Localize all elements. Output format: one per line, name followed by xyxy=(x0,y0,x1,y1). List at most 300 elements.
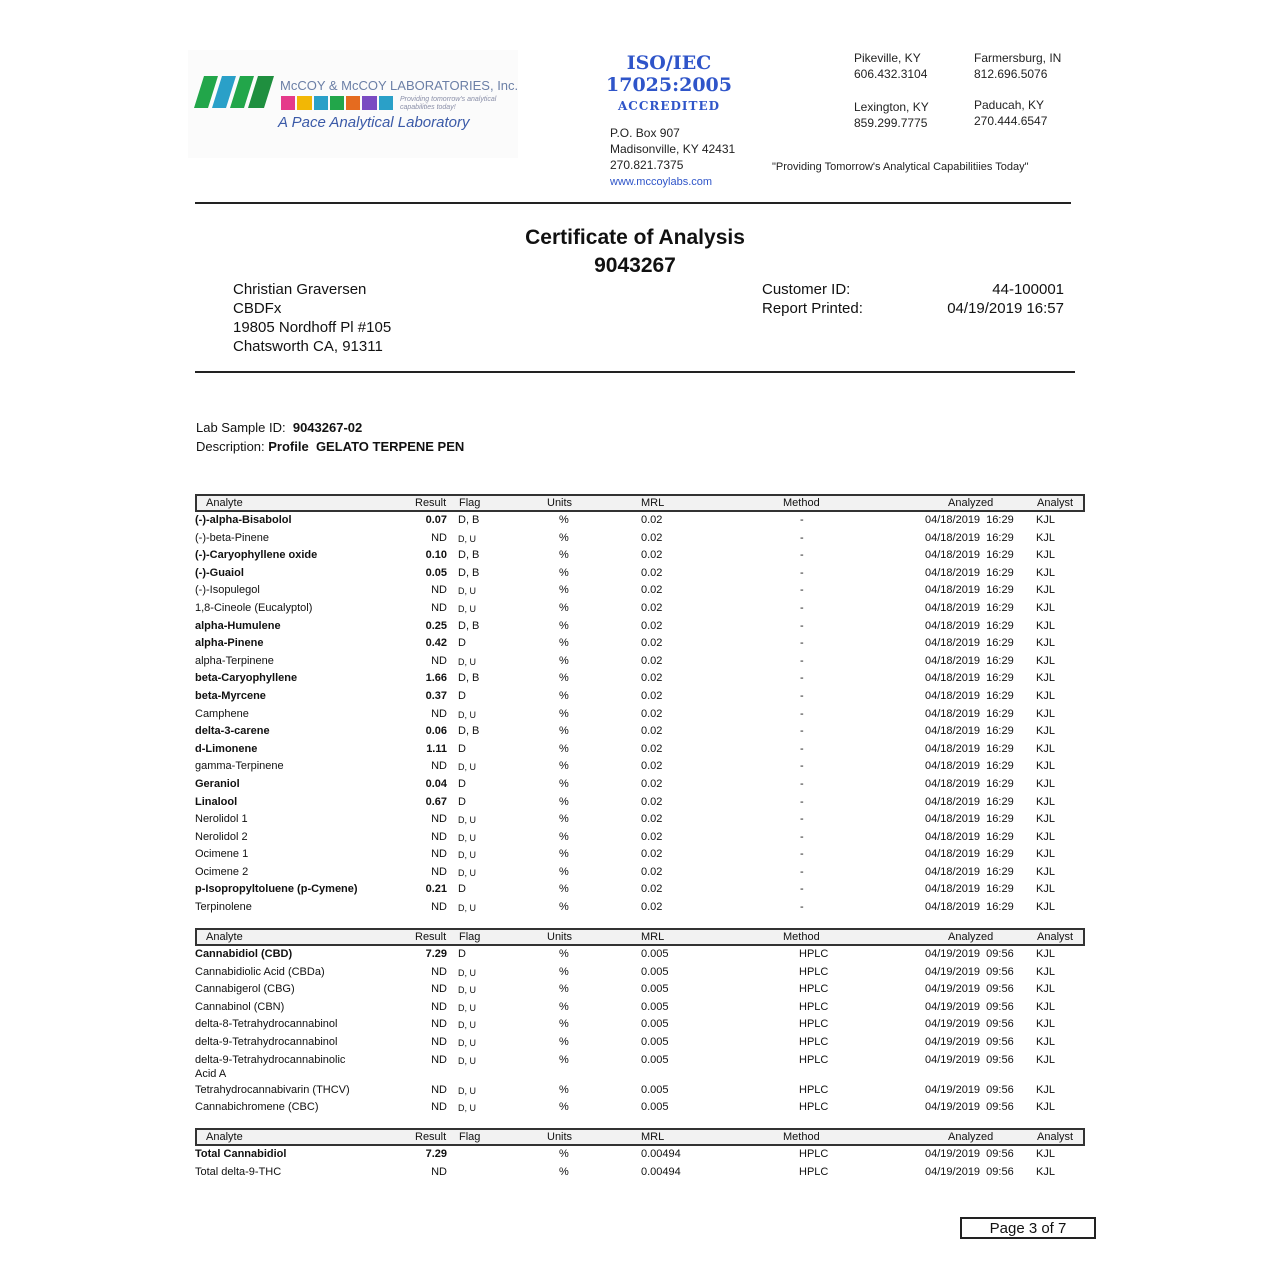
customer-meta-labels xyxy=(762,280,863,318)
analyzed-cell: 04/18/2019 16:29 xyxy=(925,725,1014,738)
units-cell: % xyxy=(559,742,569,755)
result-cell: 1.11 xyxy=(426,742,447,755)
column-header-result: Result xyxy=(415,1131,447,1143)
flag-cell: D, B xyxy=(458,549,480,562)
result-cell: ND xyxy=(431,601,447,614)
document-title-block xyxy=(0,224,1270,280)
flag-cell: D, U xyxy=(458,656,476,667)
mrl-cell: 0.02 xyxy=(641,707,663,720)
table-row xyxy=(195,565,1085,583)
analyte-cell: beta-Myrcene xyxy=(195,689,266,702)
iso-line-1: ISO/IEC xyxy=(626,52,712,74)
flag-cell: D, U xyxy=(458,967,476,978)
lab-name: McCOY & McCOY LABORATORIES, Inc. xyxy=(280,78,519,93)
table-row xyxy=(195,1082,1085,1100)
table-row xyxy=(195,635,1085,653)
flag-cell: D, U xyxy=(458,1103,476,1114)
analyte-cell: Camphene xyxy=(195,707,249,720)
analyte-cell: p-Isopropyltoluene (p-Cymene) xyxy=(195,883,358,896)
location-phone: 270.444.6547 xyxy=(974,114,1048,128)
mrl-cell: 0.005 xyxy=(641,948,669,960)
analyzed-cell: 04/19/2019 09:56 xyxy=(925,1000,1014,1013)
analyst-cell: KJL xyxy=(1036,777,1055,790)
report-number: 9043267 xyxy=(594,254,676,277)
table-row xyxy=(195,512,1085,530)
analyte-cell: delta-3-carene xyxy=(195,725,270,738)
flag-cell: D, U xyxy=(458,1020,476,1031)
analyte-cell: Total Cannabidiol xyxy=(195,1148,287,1160)
analyzed-cell: 04/18/2019 16:29 xyxy=(925,795,1014,808)
flag-cell: D, B xyxy=(458,514,480,526)
flag-cell: D, U xyxy=(458,603,476,614)
location-phone: 859.299.7775 xyxy=(854,116,928,130)
result-cell: ND xyxy=(431,760,447,773)
result-cell: ND xyxy=(431,1035,447,1048)
header-divider xyxy=(195,202,1071,204)
result-cell: 7.29 xyxy=(425,948,447,960)
table-row xyxy=(195,794,1085,812)
analyst-cell: KJL xyxy=(1036,549,1055,562)
result-cell: ND xyxy=(431,848,447,861)
customer-id-value: 44-100001 xyxy=(992,281,1064,298)
mrl-cell: 0.02 xyxy=(641,514,663,526)
analyte-cell: Nerolidol 1 xyxy=(195,813,248,826)
result-cell: ND xyxy=(431,1165,447,1178)
analyte-cell: Cannabigerol (CBG) xyxy=(195,983,295,996)
column-header-flag: Flag xyxy=(459,1131,481,1143)
customer-address xyxy=(233,280,391,356)
result-cell: 0.05 xyxy=(425,566,447,579)
analyst-cell: KJL xyxy=(1036,813,1055,826)
method-cell: - xyxy=(800,795,804,808)
lab-phone: 270.821.7375 xyxy=(610,158,684,172)
method-cell: - xyxy=(800,725,804,738)
analyst-cell: KJL xyxy=(1036,830,1055,843)
analyzed-cell: 04/18/2019 16:29 xyxy=(925,672,1014,685)
analyst-cell: KJL xyxy=(1036,1101,1055,1114)
analyst-cell: KJL xyxy=(1036,965,1055,978)
result-cell: ND xyxy=(431,965,447,978)
units-cell: % xyxy=(559,1053,569,1066)
analyzed-cell: 04/18/2019 16:29 xyxy=(925,566,1014,579)
method-cell: - xyxy=(800,813,804,826)
lab-logo-mark-icon xyxy=(194,74,278,110)
mrl-cell: 0.02 xyxy=(641,813,663,826)
result-cell: ND xyxy=(431,531,447,544)
mrl-cell: 0.00494 xyxy=(641,1165,681,1178)
lab-main-address xyxy=(610,125,735,190)
method-cell: HPLC xyxy=(799,1035,829,1048)
result-cell: 0.06 xyxy=(425,725,447,738)
column-header-result: Result xyxy=(415,497,447,509)
method-cell: - xyxy=(800,584,804,597)
result-cell: ND xyxy=(431,1000,447,1013)
analyte-cell: alpha-Humulene xyxy=(195,619,281,632)
analyzed-cell: 04/19/2019 09:56 xyxy=(925,948,1014,960)
table-row xyxy=(195,653,1085,671)
mrl-cell: 0.02 xyxy=(641,584,663,597)
results-table xyxy=(195,928,1085,1117)
units-cell: % xyxy=(559,865,569,878)
analyzed-cell: 04/19/2019 09:56 xyxy=(925,1035,1014,1048)
units-cell: % xyxy=(559,948,569,960)
analyzed-cell: 04/18/2019 16:29 xyxy=(925,707,1014,720)
analyte-cell: delta-9-Tetrahydrocannabinolic xyxy=(195,1053,346,1066)
sample-info xyxy=(196,418,464,456)
flag-cell: D, U xyxy=(458,850,476,861)
analyst-cell: KJL xyxy=(1036,883,1055,896)
units-cell: % xyxy=(559,1083,569,1096)
method-cell: - xyxy=(800,566,804,579)
method-cell: HPLC xyxy=(799,1053,829,1066)
flag-cell: D, U xyxy=(458,1037,476,1048)
method-cell: HPLC xyxy=(799,948,829,960)
mrl-cell: 0.02 xyxy=(641,654,663,667)
units-cell: % xyxy=(559,549,569,562)
lab-city: Madisonville, KY 42431 xyxy=(610,142,736,156)
table-row xyxy=(195,530,1085,548)
mrl-cell: 0.005 xyxy=(641,1000,669,1013)
column-header-units: Units xyxy=(547,497,573,509)
analyte-cell: (-)-beta-Pinene xyxy=(195,531,269,544)
analyte-cell-continued: Acid A xyxy=(195,1067,227,1080)
column-header-analyte: Analyte xyxy=(206,931,243,943)
iso-accreditation-badge xyxy=(606,52,732,116)
sample-id-label: Lab Sample ID: xyxy=(196,420,286,435)
units-cell: % xyxy=(559,725,569,738)
column-header-result: Result xyxy=(415,931,447,943)
analyzed-cell: 04/18/2019 16:29 xyxy=(925,813,1014,826)
analyst-cell: KJL xyxy=(1036,566,1055,579)
result-cell: ND xyxy=(431,707,447,720)
column-header-analyzed: Analyzed xyxy=(948,497,994,509)
flag-cell: D, U xyxy=(458,1085,476,1096)
table-row xyxy=(195,618,1085,636)
result-cell: ND xyxy=(431,865,447,878)
analyte-cell: (-)-alpha-Bisabolol xyxy=(195,514,292,526)
units-cell: % xyxy=(559,813,569,826)
mrl-cell: 0.005 xyxy=(641,1018,669,1031)
sample-description-label: Description: xyxy=(196,439,265,454)
results-table xyxy=(195,1128,1085,1181)
units-cell: % xyxy=(559,637,569,650)
method-cell: - xyxy=(800,689,804,702)
analyzed-cell: 04/19/2019 09:56 xyxy=(925,965,1014,978)
units-cell: % xyxy=(559,965,569,978)
flag-cell: D, U xyxy=(458,985,476,996)
analyte-cell: delta-8-Tetrahydrocannabinol xyxy=(195,1018,338,1031)
analyst-cell: KJL xyxy=(1036,637,1055,650)
result-cell: ND xyxy=(431,1101,447,1114)
method-cell: - xyxy=(800,883,804,896)
analyzed-cell: 04/18/2019 16:29 xyxy=(925,531,1014,544)
column-header-mrl: MRL xyxy=(641,1131,665,1143)
page-title: Certificate of Analysis xyxy=(525,226,745,249)
customer-street: 19805 Nordhoff Pl #105 xyxy=(233,319,392,336)
analyzed-cell: 04/19/2019 09:56 xyxy=(925,1053,1014,1066)
analyzed-cell: 04/19/2019 09:56 xyxy=(925,983,1014,996)
result-cell: 0.25 xyxy=(425,619,447,632)
table-row xyxy=(195,1034,1085,1052)
customer-company: CBDFx xyxy=(233,300,282,317)
analyte-cell: Linalool xyxy=(195,795,238,808)
table-row xyxy=(195,741,1085,759)
table-row xyxy=(195,688,1085,706)
table-row xyxy=(195,811,1085,829)
analyst-cell: KJL xyxy=(1036,1000,1055,1013)
table-row xyxy=(195,899,1085,917)
analyst-cell: KJL xyxy=(1036,689,1055,702)
method-cell: HPLC xyxy=(799,1083,829,1096)
analyzed-cell: 04/18/2019 16:29 xyxy=(925,514,1014,526)
method-cell: HPLC xyxy=(799,965,829,978)
lab-slogan: "Providing Tomorrow's Analytical Capabilitiies Today" xyxy=(772,161,1029,173)
units-cell: % xyxy=(559,1101,569,1114)
analyst-cell: KJL xyxy=(1036,725,1055,738)
analyzed-cell: 04/19/2019 09:56 xyxy=(925,1083,1014,1096)
analyzed-cell: 04/18/2019 16:29 xyxy=(925,883,1014,896)
mrl-cell: 0.02 xyxy=(641,601,663,614)
method-cell: - xyxy=(800,531,804,544)
lab-website-link[interactable]: www.mccoylabs.com xyxy=(610,176,713,188)
analyte-cell: (-)-Guaiol xyxy=(195,566,244,579)
units-cell: % xyxy=(559,619,569,632)
analyte-cell: Geraniol xyxy=(195,777,240,790)
flag-cell: D xyxy=(458,883,466,896)
table-row xyxy=(195,1099,1085,1117)
units-cell: % xyxy=(559,830,569,843)
method-cell: - xyxy=(800,601,804,614)
flag-cell: D xyxy=(458,777,466,790)
mrl-cell: 0.02 xyxy=(641,672,663,685)
sample-id-value: 9043267-02 xyxy=(292,420,363,435)
lab-tagline-small: Providing tomorrow's analytical capabilities today! xyxy=(400,96,497,111)
result-cell: ND xyxy=(431,654,447,667)
column-header-analyte: Analyte xyxy=(206,497,243,509)
method-cell: HPLC xyxy=(799,983,829,996)
analyzed-cell: 04/18/2019 16:29 xyxy=(925,760,1014,773)
units-cell: % xyxy=(559,601,569,614)
mrl-cell: 0.02 xyxy=(641,777,663,790)
analyst-cell: KJL xyxy=(1036,795,1055,808)
result-cell: 0.42 xyxy=(425,637,447,650)
units-cell: % xyxy=(559,654,569,667)
analyte-cell: Cannabidiolic Acid (CBDa) xyxy=(195,965,325,978)
analyst-cell: KJL xyxy=(1036,760,1055,773)
analyte-cell: 1,8-Cineole (Eucalyptol) xyxy=(195,601,313,614)
analyst-cell: KJL xyxy=(1036,654,1055,667)
column-header-analyte: Analyte xyxy=(206,1131,243,1143)
analyzed-cell: 04/18/2019 16:29 xyxy=(925,549,1014,562)
column-header-flag: Flag xyxy=(459,497,481,509)
flag-cell: D xyxy=(458,637,466,650)
analyte-cell: Cannabinol (CBN) xyxy=(195,1000,285,1013)
mrl-cell: 0.005 xyxy=(641,1101,669,1114)
table-row xyxy=(195,547,1085,565)
units-cell: % xyxy=(559,760,569,773)
flag-cell: D, U xyxy=(458,832,476,843)
analyst-cell: KJL xyxy=(1036,983,1055,996)
mrl-cell: 0.02 xyxy=(641,830,663,843)
method-cell: HPLC xyxy=(799,1101,829,1114)
sample-description-value: Profile GELATO TERPENE PEN xyxy=(268,439,465,454)
flag-cell: D, U xyxy=(458,1055,476,1066)
units-cell: % xyxy=(559,1000,569,1013)
table-row xyxy=(195,981,1085,999)
table-row xyxy=(195,881,1085,899)
result-cell: ND xyxy=(431,584,447,597)
result-cell: 7.29 xyxy=(425,1148,447,1160)
analyte-cell: alpha-Terpinene xyxy=(195,654,274,667)
mrl-cell: 0.02 xyxy=(641,531,663,544)
iso-line-2: 17025:2005 xyxy=(606,74,732,96)
location-city: Paducah, KY xyxy=(974,98,1045,112)
analyte-cell: Terpinolene xyxy=(195,901,252,914)
analyst-cell: KJL xyxy=(1036,584,1055,597)
table-row xyxy=(195,964,1085,982)
analyst-cell: KJL xyxy=(1036,619,1055,632)
location-city: Pikeville, KY xyxy=(854,51,921,65)
lab-logo-color-strip xyxy=(281,96,393,110)
column-header-mrl: MRL xyxy=(641,931,665,943)
method-cell: HPLC xyxy=(799,1165,829,1178)
analyzed-cell: 04/19/2019 09:56 xyxy=(925,1165,1014,1178)
iso-line-3: ACCREDITED xyxy=(617,99,721,113)
units-cell: % xyxy=(559,566,569,579)
location-farmersburg xyxy=(974,50,1061,82)
analyte-cell: Ocimene 1 xyxy=(195,848,249,861)
flag-cell: D, U xyxy=(458,1002,476,1013)
method-cell: - xyxy=(800,654,804,667)
method-cell: HPLC xyxy=(799,1148,829,1160)
analyst-cell: KJL xyxy=(1036,848,1055,861)
analyzed-cell: 04/18/2019 16:29 xyxy=(925,637,1014,650)
method-cell: - xyxy=(800,777,804,790)
analyzed-cell: 04/18/2019 16:29 xyxy=(925,619,1014,632)
analyst-cell: KJL xyxy=(1036,948,1055,960)
table-row xyxy=(195,1164,1085,1182)
lab-po-box: P.O. Box 907 xyxy=(610,126,680,140)
analyzed-cell: 04/18/2019 16:29 xyxy=(925,601,1014,614)
page-number: Page 3 of 7 xyxy=(960,1217,1096,1239)
analyte-cell: Cannabidiol (CBD) xyxy=(195,948,293,960)
units-cell: % xyxy=(559,1018,569,1031)
method-cell: - xyxy=(800,865,804,878)
table-header xyxy=(195,928,1085,946)
analyzed-cell: 04/18/2019 16:29 xyxy=(925,865,1014,878)
analyzed-cell: 04/19/2019 09:56 xyxy=(925,1101,1014,1114)
analyst-cell: KJL xyxy=(1036,1053,1055,1066)
flag-cell: D, U xyxy=(458,586,476,597)
method-cell: - xyxy=(800,514,804,526)
analyte-cell: delta-9-Tetrahydrocannabinol xyxy=(195,1035,338,1048)
analyst-cell: KJL xyxy=(1036,707,1055,720)
column-header-units: Units xyxy=(547,931,573,943)
analyst-cell: KJL xyxy=(1036,514,1055,526)
analyst-cell: KJL xyxy=(1036,1018,1055,1031)
result-cell: ND xyxy=(431,901,447,914)
column-header-method: Method xyxy=(783,497,820,509)
analyte-cell: Nerolidol 2 xyxy=(195,830,248,843)
analyzed-cell: 04/18/2019 16:29 xyxy=(925,742,1014,755)
analyst-cell: KJL xyxy=(1036,1083,1055,1096)
mrl-cell: 0.005 xyxy=(641,1035,669,1048)
table-row xyxy=(195,706,1085,724)
table-row xyxy=(195,846,1085,864)
mrl-cell: 0.02 xyxy=(641,760,663,773)
flag-cell: D, B xyxy=(458,619,480,632)
location-phone: 812.696.5076 xyxy=(974,67,1048,81)
analyst-cell: KJL xyxy=(1036,601,1055,614)
analyte-cell: Tetrahydrocannabivarin (THCV) xyxy=(195,1083,350,1096)
lab-logo xyxy=(188,50,518,158)
method-cell: - xyxy=(800,549,804,562)
method-cell: - xyxy=(800,901,804,914)
result-cell: 0.67 xyxy=(425,795,447,808)
results-table xyxy=(195,494,1085,917)
method-cell: HPLC xyxy=(799,1018,829,1031)
units-cell: % xyxy=(559,1148,569,1160)
result-cell: ND xyxy=(431,1053,447,1066)
units-cell: % xyxy=(559,689,569,702)
analyst-cell: KJL xyxy=(1036,531,1055,544)
column-header-flag: Flag xyxy=(459,931,481,943)
mrl-cell: 0.02 xyxy=(641,725,663,738)
location-city: Lexington, KY xyxy=(854,100,929,114)
units-cell: % xyxy=(559,983,569,996)
mrl-cell: 0.02 xyxy=(641,742,663,755)
method-cell: - xyxy=(800,707,804,720)
analyst-cell: KJL xyxy=(1036,1148,1055,1160)
analyst-cell: KJL xyxy=(1036,742,1055,755)
analyzed-cell: 04/18/2019 16:29 xyxy=(925,654,1014,667)
analyte-cell: d-Limonene xyxy=(195,742,258,755)
analyzed-cell: 04/18/2019 16:29 xyxy=(925,584,1014,597)
method-cell: - xyxy=(800,760,804,773)
analyst-cell: KJL xyxy=(1036,1035,1055,1048)
table-row xyxy=(195,1016,1085,1034)
flag-cell: D, B xyxy=(458,672,480,685)
table-row xyxy=(195,946,1085,964)
units-cell: % xyxy=(559,848,569,861)
analyte-cell: (-)-Caryophyllene oxide xyxy=(195,549,318,562)
table-row xyxy=(195,864,1085,882)
mrl-cell: 0.02 xyxy=(641,689,663,702)
table-row xyxy=(195,999,1085,1017)
analyzed-cell: 04/18/2019 16:29 xyxy=(925,689,1014,702)
column-header-units: Units xyxy=(547,1131,573,1143)
location-pikeville xyxy=(854,50,927,82)
units-cell: % xyxy=(559,883,569,896)
location-paducah xyxy=(974,97,1047,129)
analyte-cell: gamma-Terpinene xyxy=(195,760,284,773)
table-row xyxy=(195,582,1085,600)
table-row xyxy=(195,670,1085,688)
method-cell: - xyxy=(800,848,804,861)
column-header-analyst: Analyst xyxy=(1037,931,1074,943)
result-cell: 0.21 xyxy=(425,883,447,896)
table-header xyxy=(195,1128,1085,1146)
result-cell: 0.07 xyxy=(425,514,447,526)
column-header-mrl: MRL xyxy=(641,497,665,509)
analyst-cell: KJL xyxy=(1036,865,1055,878)
analyte-cell: (-)-Isopulegol xyxy=(195,584,260,597)
units-cell: % xyxy=(559,1035,569,1048)
analyst-cell: KJL xyxy=(1036,901,1055,914)
column-header-method: Method xyxy=(783,1131,820,1143)
table-row xyxy=(195,1146,1085,1164)
mrl-cell: 0.02 xyxy=(641,795,663,808)
